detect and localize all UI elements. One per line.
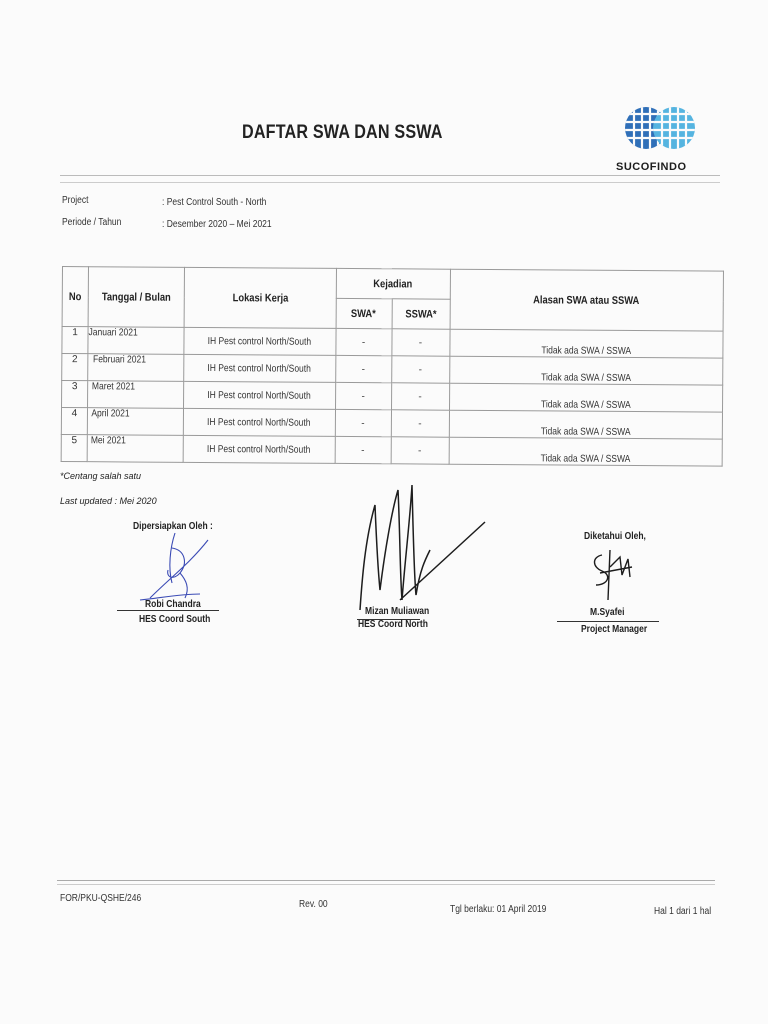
header-sswa: SSWA* [392, 299, 450, 329]
row-reason: Tidak ada SWA / SSWA [449, 329, 723, 358]
header-divider [60, 175, 720, 176]
row-no: 2 [62, 354, 88, 381]
row-swa: - [335, 328, 391, 355]
footer-divider [57, 880, 715, 881]
header-event: Kejadian [336, 268, 450, 299]
row-no: 4 [61, 408, 87, 435]
last-updated: Last updated : Mei 2020 [60, 496, 157, 506]
period-value: : Desember 2020 – Mei 2021 [162, 219, 272, 230]
row-swa: - [335, 409, 391, 436]
header-divider-secondary [60, 182, 720, 183]
known-role: Project Manager [581, 624, 648, 635]
known-by-label: Diketahui Oleh, [584, 531, 646, 542]
row-sswa: - [391, 437, 449, 464]
row-location: IH Pest control North/South [184, 327, 336, 355]
header-no: No [62, 267, 88, 327]
row-date: Februari 2021 [88, 354, 184, 382]
prepared-by-label: Dipersiapkan Oleh : [133, 521, 213, 532]
row-swa: - [335, 355, 391, 382]
effective-date: Tgl berlaku: 01 April 2019 [450, 904, 547, 915]
row-date: Maret 2021 [87, 381, 183, 409]
table-row [61, 434, 722, 466]
footer-divider-secondary [57, 884, 715, 885]
middle-role: HES Coord North [358, 619, 428, 630]
row-reason: Tidak ada SWA / SSWA [449, 410, 723, 439]
swa-sswa-table [61, 266, 724, 467]
row-date: Januari 2021 [88, 327, 184, 355]
header-date: Tanggal / Bulan [88, 267, 184, 328]
form-code: FOR/PKU-QSHE/246 [60, 893, 142, 904]
known-name: M.Syafei [590, 607, 625, 618]
row-location: IH Pest control North/South [183, 381, 335, 409]
row-date: Mei 2021 [87, 435, 183, 463]
signature-robi-chandra [130, 528, 220, 608]
header-swa: SWA* [336, 298, 392, 328]
prepared-role: HES Coord South [139, 614, 211, 625]
footnote: *Centang salah satu [60, 471, 142, 481]
middle-name: Mizan Muliawan [365, 606, 430, 617]
signature-line-right [557, 621, 659, 622]
signature-line-left [117, 610, 219, 611]
signature-mizan-muliawan [340, 480, 490, 620]
project-label: Project [62, 195, 89, 206]
row-swa: - [335, 436, 391, 463]
row-location: IH Pest control North/South [184, 354, 336, 382]
logo-wordmark: SUCOFINDO [616, 161, 687, 173]
signature-m-syafei [580, 545, 640, 605]
header-location: Lokasi Kerja [184, 267, 336, 328]
row-date: April 2021 [87, 408, 183, 436]
row-reason: Tidak ada SWA / SSWA [449, 383, 723, 412]
period-label: Periode / Tahun [62, 217, 122, 228]
row-reason: Tidak ada SWA / SSWA [449, 356, 723, 385]
row-no: 3 [62, 381, 88, 408]
row-sswa: - [391, 329, 449, 356]
row-no: 1 [62, 327, 88, 354]
row-sswa: - [391, 356, 449, 383]
header-reason: Alasan SWA atau SSWA [450, 269, 724, 331]
document-title: DAFTAR SWA DAN SSWA [242, 122, 443, 143]
row-reason: Tidak ada SWA / SSWA [449, 437, 723, 466]
project-value: : Pest Control South - North [162, 197, 267, 208]
row-sswa: - [391, 410, 449, 437]
row-swa: - [335, 382, 391, 409]
revision: Rev. 00 [299, 899, 328, 910]
row-no: 5 [61, 434, 87, 461]
row-location: IH Pest control North/South [183, 408, 335, 436]
prepared-name: Robi Chandra [145, 599, 201, 610]
page-number: Hal 1 dari 1 hal [654, 906, 712, 917]
row-location: IH Pest control North/South [183, 435, 335, 463]
row-sswa: - [391, 383, 449, 410]
